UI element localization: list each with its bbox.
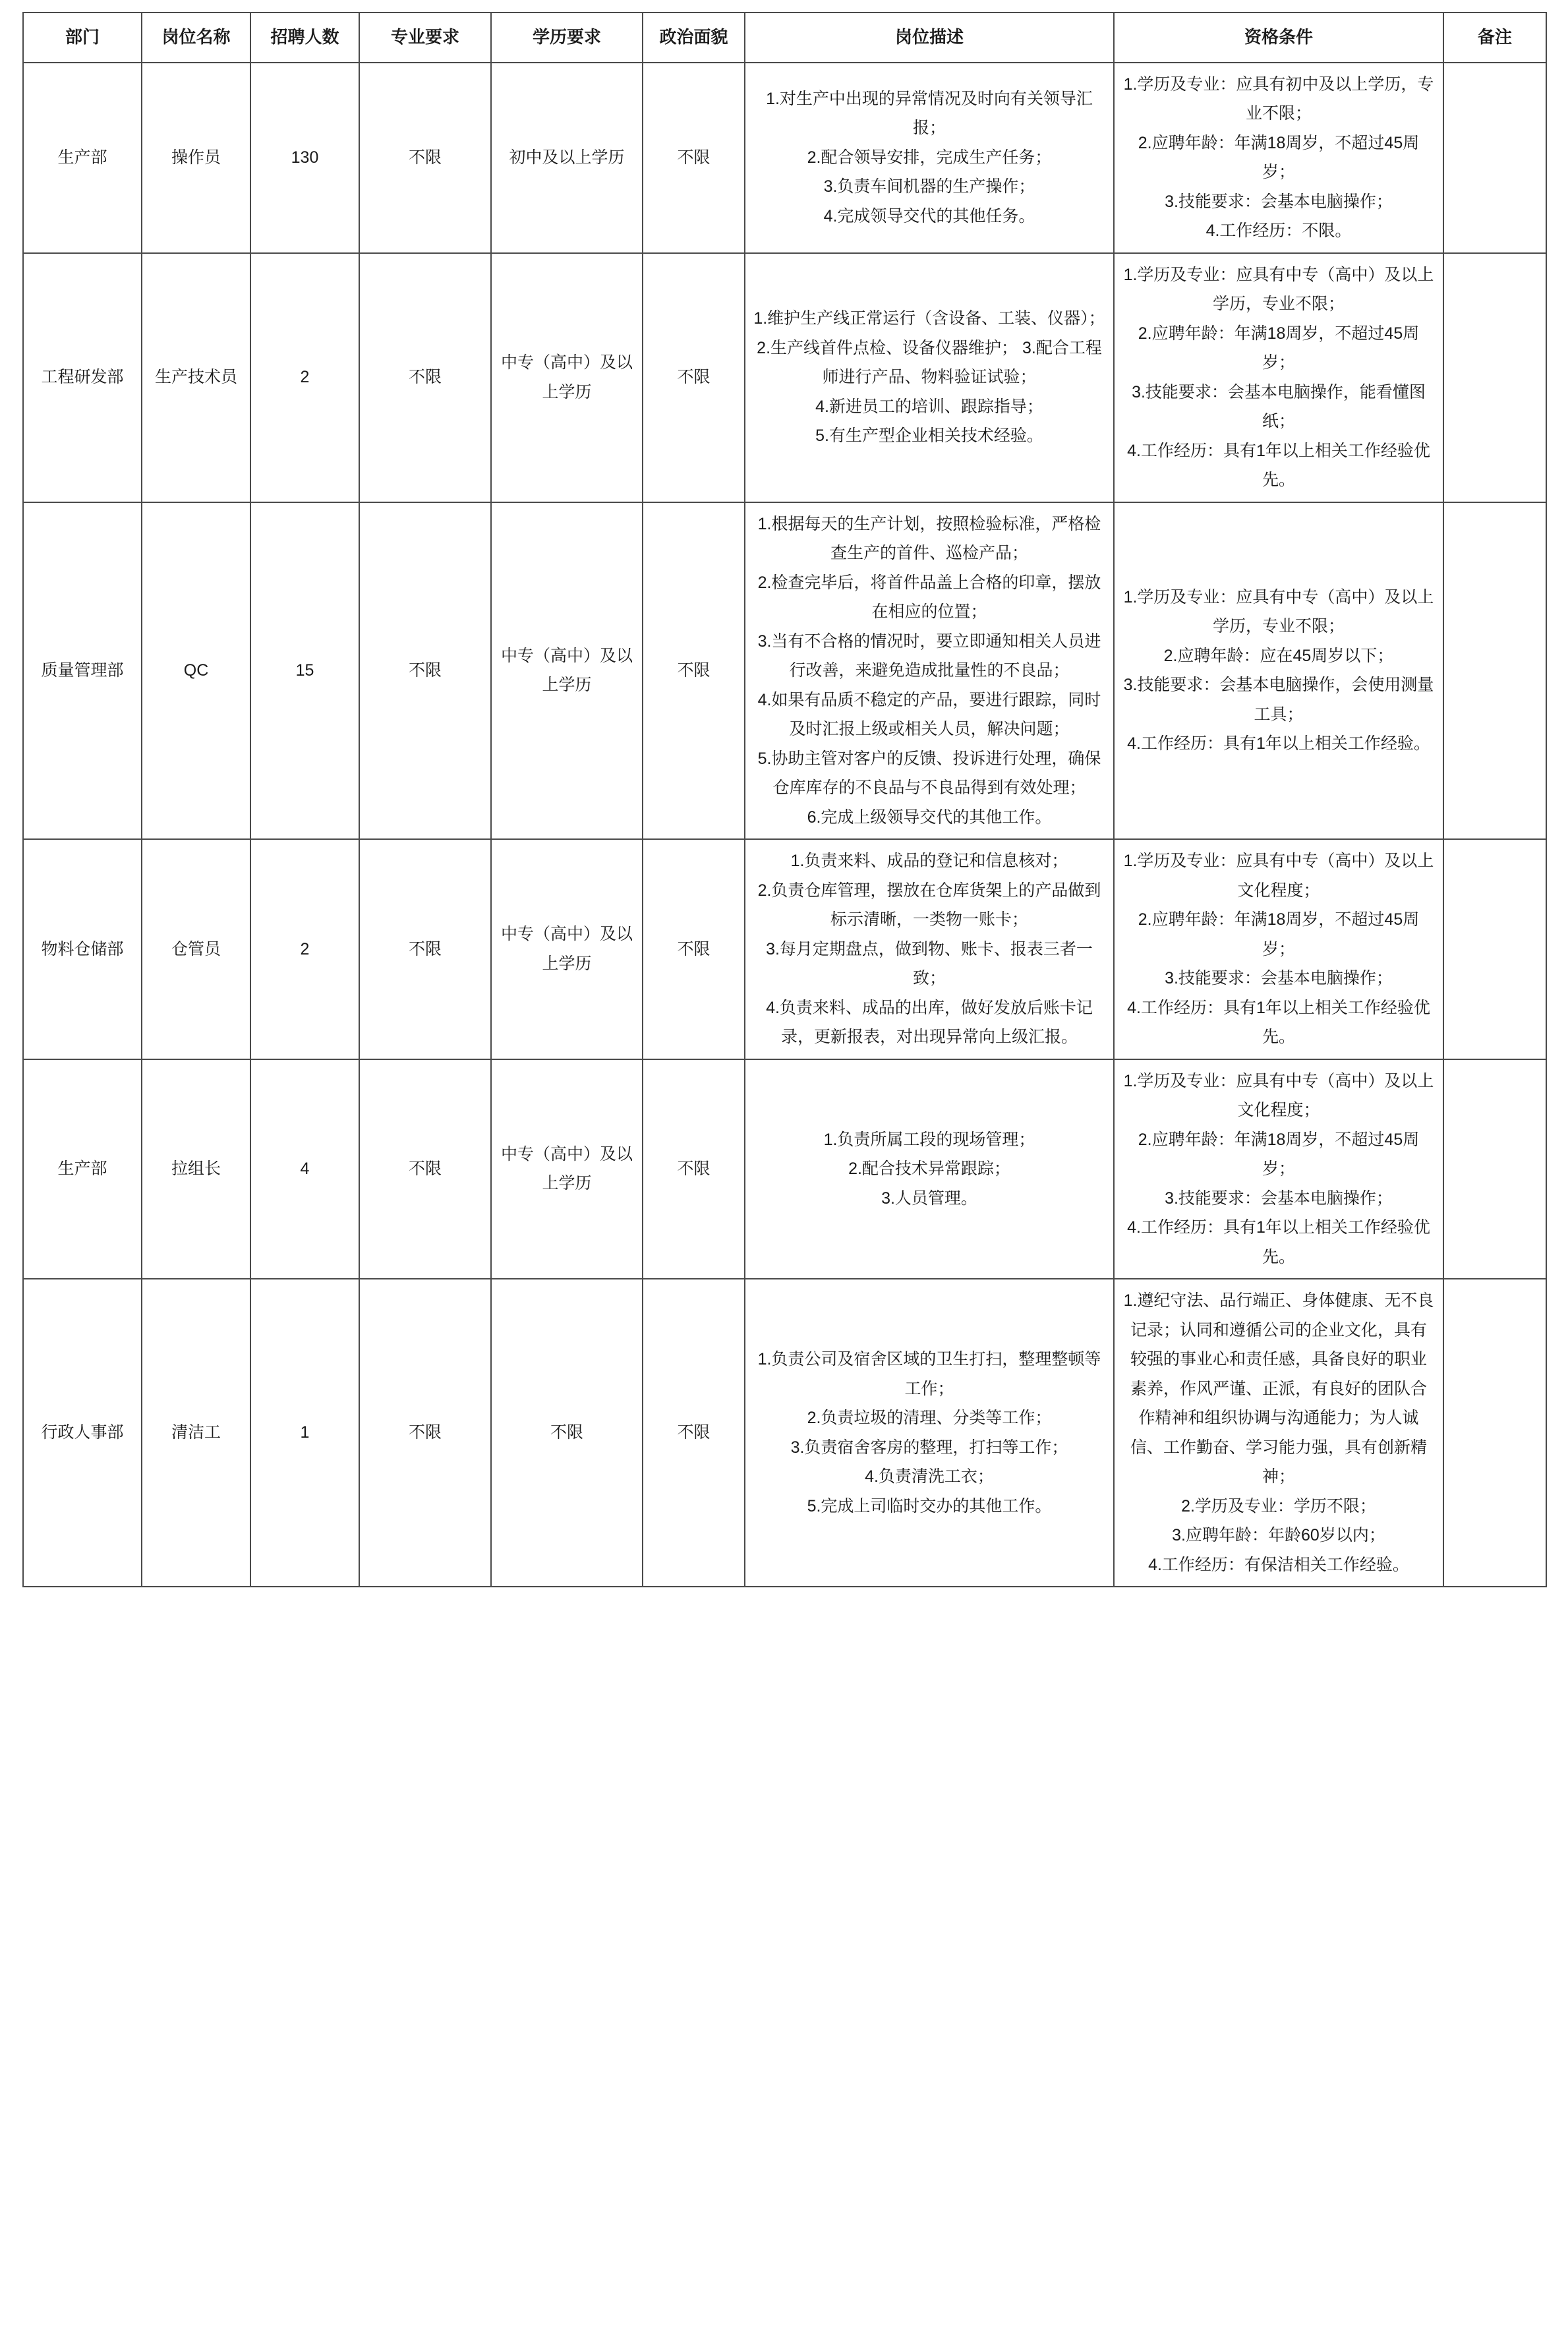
cell-headcount: 130: [250, 63, 359, 253]
cell-major-requirement: 不限: [359, 839, 491, 1059]
text-line: 3.应聘年龄：年龄60岁以内；: [1172, 1526, 1385, 1545]
text-line: 2.应聘年龄：年满18周岁，不超过45周岁；: [1138, 324, 1420, 372]
text-line: 4.新进员工的培训、跟踪指导；: [815, 397, 1043, 416]
text-line: 2.应聘年龄：应在45周岁以下；: [1163, 646, 1394, 665]
text-line: 1.遵纪守法、品行端正、身体健康、无不良记录；认同和遵循公司的企业文化，具有较强的事业心和责任感，具备良好的职业素养，作风严谨、正派，有良好的团队合作精神和组织协调与沟通能力；为人诚信、工作勤奋、学习能力强，具有创新精神；: [1123, 1291, 1434, 1486]
header-count: 招聘人数: [250, 13, 359, 63]
text-line: 2.负责仓库管理，摆放在仓库货架上的产品做到标示清晰，一类物一账卡；: [757, 881, 1101, 929]
text-line: 4.工作经历：有保洁相关工作经验。: [1148, 1555, 1409, 1574]
table-row: [23, 502, 1546, 840]
header-title: 岗位名称: [142, 13, 250, 63]
text-line: 4.负责清洗工衣；: [865, 1467, 994, 1486]
table-row: [23, 63, 1546, 253]
cell-political-status: 不限: [643, 839, 745, 1059]
text-line: 2.应聘年龄：年满18周岁，不超过45周岁；: [1138, 1130, 1420, 1179]
cell-department: 工程研发部: [23, 253, 142, 502]
text-line: 5.协助主管对客户的反馈、投诉进行处理，确保仓库库存的不良品与不良品得到有效处理；: [757, 749, 1101, 798]
cell-department: 生产部: [23, 63, 142, 253]
text-line: 4.工作经历：具有1年以上相关工作经验优先。: [1127, 441, 1430, 490]
text-line: 4.如果有品质不稳定的产品，要进行跟踪，同时及时汇报上级或相关人员，解决问题；: [757, 690, 1101, 739]
cell-job-title: 仓管员: [142, 839, 250, 1059]
table-row: [23, 839, 1546, 1059]
cell-remark: [1443, 253, 1546, 502]
cell-job-title: 生产技术员: [142, 253, 250, 502]
cell-job-title: 操作员: [142, 63, 250, 253]
header-education: 学历要求: [491, 13, 643, 63]
text-line: 3.每月定期盘点，做到物、账卡、报表三者一致；: [766, 939, 1093, 988]
text-line: 2.检查完毕后，将首件品盖上合格的印章，摆放在相应的位置；: [757, 573, 1101, 622]
table-row: [23, 1059, 1546, 1279]
text-line: 2.应聘年龄：年满18周岁，不超过45周岁；: [1138, 910, 1420, 958]
cell-qualifications: [1114, 253, 1443, 502]
text-line: 2.应聘年龄：年满18周岁，不超过45周岁；: [1138, 133, 1420, 182]
text-line: 1.学历及专业：应具有中专（高中）及以上文化程度；: [1123, 852, 1434, 900]
cell-job-title: 清洁工: [142, 1279, 250, 1587]
text-line: 1.学历及专业：应具有中专（高中）及以上文化程度；: [1123, 1071, 1434, 1120]
text-line: 2.学历及专业：学历不限；: [1181, 1496, 1376, 1515]
header-row: [23, 13, 1546, 63]
cell-education-requirement: 中专（高中）及以上学历: [491, 1059, 643, 1279]
cell-qualifications: [1114, 839, 1443, 1059]
cell-political-status: 不限: [643, 502, 745, 840]
cell-education-requirement: 不限: [491, 1279, 643, 1587]
cell-department: 物料仓储部: [23, 839, 142, 1059]
cell-major-requirement: 不限: [359, 502, 491, 840]
text-line: 3.当有不合格的情况时，要立即通知相关人员进行改善，来避免造成批量性的不良品；: [757, 632, 1101, 680]
cell-department: 质量管理部: [23, 502, 142, 840]
text-line: 5.有生产型企业相关技术经验。: [815, 426, 1043, 446]
cell-education-requirement: 初中及以上学历: [491, 63, 643, 253]
cell-headcount: 2: [250, 253, 359, 502]
cell-education-requirement: 中专（高中）及以上学历: [491, 502, 643, 840]
text-line: 1.负责公司及宿舍区域的卫生打扫，整理整顿等工作；: [757, 1350, 1101, 1398]
text-line: 3.技能要求：会基本电脑操作，会使用测量工具；: [1123, 676, 1434, 724]
table-body: [23, 63, 1546, 1587]
cell-education-requirement: 中专（高中）及以上学历: [491, 839, 643, 1059]
cell-headcount: 4: [250, 1059, 359, 1279]
cell-political-status: 不限: [643, 63, 745, 253]
text-line: 3.负责车间机器的生产操作；: [823, 177, 1035, 196]
table-header: [23, 13, 1546, 63]
text-line: 4.负责来料、成品的出库，做好发放后账卡记录，更新报表，对出现异常向上级汇报。: [766, 998, 1093, 1047]
text-line: 4.完成领导交代的其他任务。: [823, 206, 1035, 225]
header-qualifications: 资格条件: [1114, 13, 1443, 63]
text-line: 4.工作经历：具有1年以上相关工作经验。: [1127, 734, 1430, 753]
cell-remark: [1443, 63, 1546, 253]
text-line: 1.学历及专业：应具有中专（高中）及以上学历，专业不限；: [1123, 265, 1434, 314]
text-line: 3.技能要求：会基本电脑操作；: [1165, 1189, 1393, 1208]
text-line: 4.工作经历：具有1年以上相关工作经验优先。: [1127, 998, 1430, 1047]
text-line: 1.根据每天的生产计划，按照检验标准，严格检查生产的首件、巡检产品；: [757, 514, 1101, 563]
cell-major-requirement: 不限: [359, 63, 491, 253]
cell-headcount: 2: [250, 839, 359, 1059]
text-line: 3.技能要求：会基本电脑操作；: [1165, 192, 1393, 211]
cell-remark: [1443, 1059, 1546, 1279]
job-listing-table: [22, 12, 1547, 1587]
cell-job-title: QC: [142, 502, 250, 840]
cell-job-title: 拉组长: [142, 1059, 250, 1279]
cell-political-status: 不限: [643, 253, 745, 502]
text-line: 1.负责所属工段的现场管理；: [823, 1130, 1035, 1149]
cell-qualifications: [1114, 1279, 1443, 1587]
cell-department: 生产部: [23, 1059, 142, 1279]
cell-job-description: [745, 502, 1114, 840]
text-line: 3.人员管理。: [881, 1189, 977, 1208]
cell-remark: [1443, 839, 1546, 1059]
cell-job-description: [745, 63, 1114, 253]
cell-remark: [1443, 1279, 1546, 1587]
text-line: 6.完成上级领导交代的其他工作。: [807, 808, 1052, 827]
text-line: 1.学历及专业：应具有初中及以上学历，专业不限；: [1123, 74, 1434, 123]
cell-headcount: 1: [250, 1279, 359, 1587]
text-line: 4.工作经历：不限。: [1205, 221, 1352, 241]
text-line: 3.技能要求：会基本电脑操作，能看懂图纸；: [1132, 382, 1426, 431]
cell-job-description: [745, 839, 1114, 1059]
text-line: 2.生产线首件点检、设备仪器维护； 3.配合工程师进行产品、物料验证试验；: [757, 338, 1102, 387]
cell-headcount: 15: [250, 502, 359, 840]
header-major: 专业要求: [359, 13, 491, 63]
text-line: 1.负责来料、成品的登记和信息核对；: [790, 852, 1068, 871]
cell-major-requirement: 不限: [359, 1279, 491, 1587]
header-political-status: 政治面貌: [643, 13, 745, 63]
cell-job-description: [745, 1279, 1114, 1587]
header-remark: 备注: [1443, 13, 1546, 63]
text-line: 3.技能要求：会基本电脑操作；: [1165, 969, 1393, 988]
text-line: 2.配合领导安排，完成生产任务；: [807, 148, 1052, 167]
cell-qualifications: [1114, 63, 1443, 253]
text-line: 3.负责宿舍客房的整理，打扫等工作；: [790, 1438, 1068, 1457]
cell-major-requirement: 不限: [359, 1059, 491, 1279]
cell-remark: [1443, 502, 1546, 840]
text-line: 1.对生产中出现的异常情况及时向有关领导汇报；: [766, 89, 1093, 138]
text-line: 2.负责垃圾的清理、分类等工作；: [807, 1409, 1052, 1428]
cell-major-requirement: 不限: [359, 253, 491, 502]
text-line: 1.学历及专业：应具有中专（高中）及以上学历，专业不限；: [1123, 587, 1434, 636]
cell-job-description: [745, 253, 1114, 502]
cell-political-status: 不限: [643, 1279, 745, 1587]
header-job-description: 岗位描述: [745, 13, 1114, 63]
text-line: 4.工作经历：具有1年以上相关工作经验优先。: [1127, 1218, 1430, 1266]
cell-education-requirement: 中专（高中）及以上学历: [491, 253, 643, 502]
header-dept: 部门: [23, 13, 142, 63]
text-line: 2.配合技术异常跟踪；: [848, 1160, 1010, 1179]
cell-job-description: [745, 1059, 1114, 1279]
cell-department: 行政人事部: [23, 1279, 142, 1587]
text-line: 1.维护生产线正常运行（含设备、工装、仪器）；: [753, 309, 1105, 328]
cell-qualifications: [1114, 502, 1443, 840]
cell-qualifications: [1114, 1059, 1443, 1279]
cell-political-status: 不限: [643, 1059, 745, 1279]
text-line: 5.完成上司临时交办的其他工作。: [807, 1496, 1052, 1515]
table-row: [23, 1279, 1546, 1587]
table-row: [23, 253, 1546, 502]
